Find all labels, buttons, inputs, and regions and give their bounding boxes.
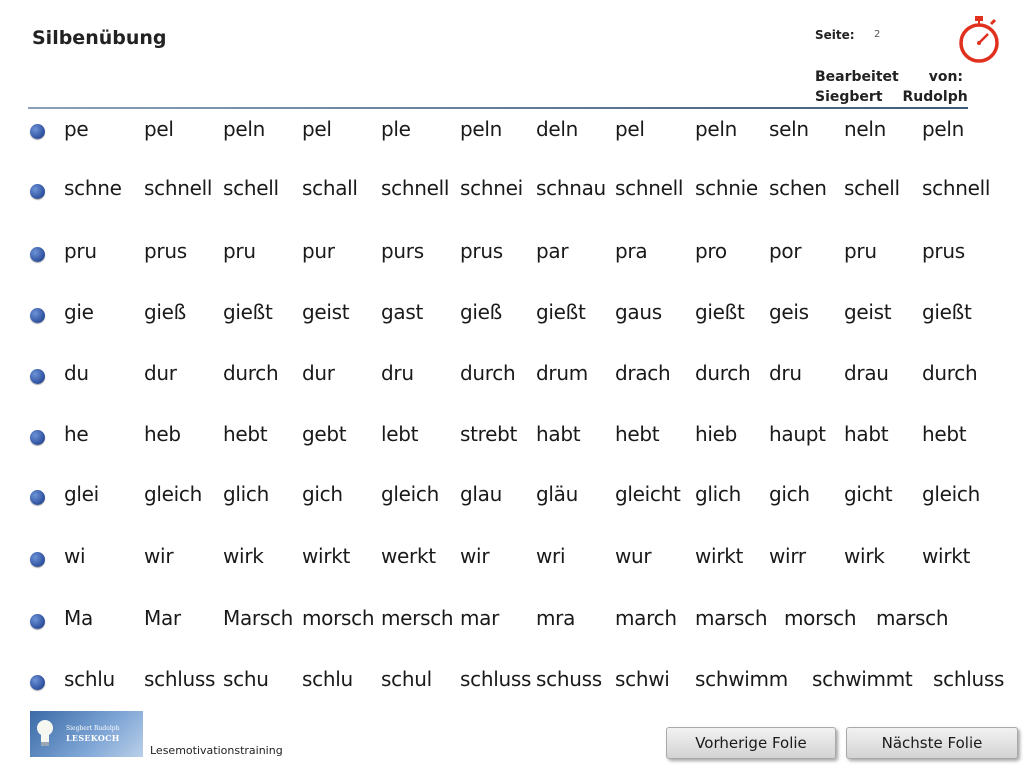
syllable-word: schul (381, 667, 432, 691)
syllable-word: drau (844, 361, 889, 385)
syllable-word: wi (64, 544, 86, 568)
syllable-word: schnell (381, 176, 450, 200)
page-label: Seite: (815, 28, 855, 42)
syllable-word: pel (302, 117, 332, 141)
syllable-word: schnell (615, 176, 684, 200)
syllable-word: gieß (144, 300, 186, 324)
row-bullet-icon[interactable] (30, 184, 45, 199)
syllable-word: schall (302, 176, 358, 200)
syllable-word: wirkt (922, 544, 971, 568)
syllable-word: schwimmt (812, 667, 913, 691)
syllable-word: dru (381, 361, 414, 385)
logo-brand: LESEKOCH (66, 733, 120, 743)
row-bullet-icon[interactable] (30, 308, 45, 323)
syllable-word: schell (223, 176, 279, 200)
syllable-word: he (64, 422, 89, 446)
syllable-word: schwimm (695, 667, 788, 691)
syllable-word: heb (144, 422, 181, 446)
syllable-word: gaus (615, 300, 662, 324)
syllable-word: glei (64, 482, 99, 506)
syllable-word: gebt (302, 422, 347, 446)
syllable-word: Mar (144, 606, 181, 630)
syllable-word: durch (695, 361, 751, 385)
syllable-word: wirk (223, 544, 264, 568)
syllable-word: habt (536, 422, 581, 446)
row-bullet-icon[interactable] (30, 369, 45, 384)
syllable-word: gießt (223, 300, 273, 324)
row-bullet-icon[interactable] (30, 124, 45, 139)
syllable-word: durch (922, 361, 978, 385)
syllable-word: pru (844, 239, 877, 263)
syllable-word: par (536, 239, 569, 263)
footer-label: Lesemotivationstraining (150, 744, 283, 757)
syllable-word: habt (844, 422, 889, 446)
syllable-word: schnie (695, 176, 758, 200)
syllable-row (0, 667, 1024, 697)
syllable-row (0, 422, 1024, 452)
syllable-word: gleich (922, 482, 980, 506)
previous-slide-button[interactable]: Vorherige Folie (666, 727, 836, 759)
syllable-word: du (64, 361, 89, 385)
syllable-word: hebt (922, 422, 967, 446)
syllable-word: hieb (695, 422, 738, 446)
syllable-word: wirk (844, 544, 885, 568)
syllable-word: purs (381, 239, 424, 263)
syllable-word: pe (64, 117, 89, 141)
syllable-word: Marsch (223, 606, 294, 630)
syllable-word: mar (460, 606, 500, 630)
syllable-word: gieß (460, 300, 502, 324)
syllable-word: durch (223, 361, 279, 385)
syllable-word: gläu (536, 482, 578, 506)
syllable-word: gießt (922, 300, 972, 324)
row-bullet-icon[interactable] (30, 247, 45, 262)
row-bullet-icon[interactable] (30, 675, 45, 690)
syllable-word: wir (460, 544, 490, 568)
syllable-word: geist (844, 300, 892, 324)
row-bullet-icon[interactable] (30, 552, 45, 567)
syllable-word: dur (144, 361, 177, 385)
page-number: 2 (874, 29, 881, 40)
syllable-word: gießt (536, 300, 586, 324)
syllable-word: schuss (536, 667, 602, 691)
syllable-word: gicht (844, 482, 893, 506)
syllable-word: march (615, 606, 677, 630)
syllable-row (0, 606, 1024, 636)
syllable-word: schwi (615, 667, 670, 691)
syllable-word: neln (844, 117, 887, 141)
lightbulb-icon (36, 719, 54, 747)
syllable-word: dru (769, 361, 802, 385)
syllable-word: marsch (876, 606, 949, 630)
syllable-word: strebt (460, 422, 518, 446)
syllable-word: schu (223, 667, 269, 691)
syllable-word: gich (302, 482, 343, 506)
syllable-word: seln (769, 117, 809, 141)
syllable-word: schnell (144, 176, 213, 200)
author-block (815, 67, 968, 107)
syllable-row (0, 300, 1024, 330)
syllable-word: mersch (381, 606, 454, 630)
syllable-word: hebt (223, 422, 268, 446)
author-first-name: Siegbert (815, 89, 883, 105)
syllable-word: gleich (381, 482, 439, 506)
syllable-word: por (769, 239, 802, 263)
row-bullet-icon[interactable] (30, 430, 45, 445)
syllable-word: pru (223, 239, 256, 263)
row-bullet-icon[interactable] (30, 614, 45, 629)
syllable-row (0, 239, 1024, 269)
page-title: Silbenübung (32, 27, 167, 49)
syllable-word: lebt (381, 422, 419, 446)
syllable-word: wirkt (695, 544, 744, 568)
syllable-word: glau (460, 482, 502, 506)
syllable-word: gich (769, 482, 810, 506)
syllable-word: wir (144, 544, 174, 568)
syllable-word: schlu (302, 667, 353, 691)
syllable-word: schluss (144, 667, 216, 691)
syllable-word: schell (844, 176, 900, 200)
syllable-word: schluss (933, 667, 1005, 691)
syllable-word: wur (615, 544, 652, 568)
syllable-word: peln (460, 117, 503, 141)
syllable-word: marsch (695, 606, 768, 630)
syllable-word: ple (381, 117, 411, 141)
next-slide-button[interactable]: Nächste Folie (846, 727, 1018, 759)
syllable-word: prus (460, 239, 503, 263)
syllable-word: wirr (769, 544, 806, 568)
syllable-word: dur (302, 361, 335, 385)
syllable-word: gleich (144, 482, 202, 506)
syllable-row (0, 117, 1024, 147)
syllable-word: morsch (784, 606, 857, 630)
syllable-row (0, 544, 1024, 574)
syllable-word: peln (695, 117, 738, 141)
syllable-word: schnei (460, 176, 523, 200)
row-bullet-icon[interactable] (30, 490, 45, 505)
syllable-word: peln (922, 117, 965, 141)
syllable-word: prus (144, 239, 187, 263)
syllable-word: pra (615, 239, 648, 263)
syllable-word: wirkt (302, 544, 351, 568)
edited-label: Bearbeitet (815, 69, 899, 85)
syllable-word: werkt (381, 544, 436, 568)
syllable-word: pel (144, 117, 174, 141)
syllable-word: geis (769, 300, 809, 324)
syllable-word: gast (381, 300, 424, 324)
lesekoch-logo (30, 711, 143, 757)
syllable-word: deln (536, 117, 579, 141)
syllable-word: gleicht (615, 482, 681, 506)
syllable-word: haupt (769, 422, 826, 446)
syllable-word: pur (302, 239, 335, 263)
syllable-word: schnell (922, 176, 991, 200)
syllable-word: glich (223, 482, 269, 506)
header-divider (28, 107, 968, 109)
syllable-word: gießt (695, 300, 745, 324)
syllable-row (0, 176, 1024, 206)
syllable-word: schnau (536, 176, 606, 200)
syllable-word: wri (536, 544, 566, 568)
syllable-word: hebt (615, 422, 660, 446)
syllable-word: geist (302, 300, 350, 324)
syllable-word: pru (64, 239, 97, 263)
syllable-word: Ma (64, 606, 93, 630)
syllable-word: prus (922, 239, 965, 263)
syllable-word: schne (64, 176, 122, 200)
syllable-word: morsch (302, 606, 375, 630)
syllable-word: schen (769, 176, 827, 200)
syllable-word: gie (64, 300, 94, 324)
logo-author: Siegbert Rudolph (66, 725, 120, 732)
stopwatch-icon[interactable] (955, 14, 1003, 64)
syllable-word: glich (695, 482, 741, 506)
syllable-word: peln (223, 117, 266, 141)
syllable-word: durch (460, 361, 516, 385)
edited-by-label: von: (928, 69, 964, 85)
syllable-word: schluss (460, 667, 532, 691)
syllable-word: schlu (64, 667, 115, 691)
syllable-row (0, 482, 1024, 512)
syllable-word: pel (615, 117, 645, 141)
syllable-word: drum (536, 361, 588, 385)
syllable-row (0, 361, 1024, 391)
syllable-word: pro (695, 239, 727, 263)
syllable-word: mra (536, 606, 576, 630)
author-last-name: Rudolph (902, 89, 968, 105)
syllable-word: drach (615, 361, 671, 385)
